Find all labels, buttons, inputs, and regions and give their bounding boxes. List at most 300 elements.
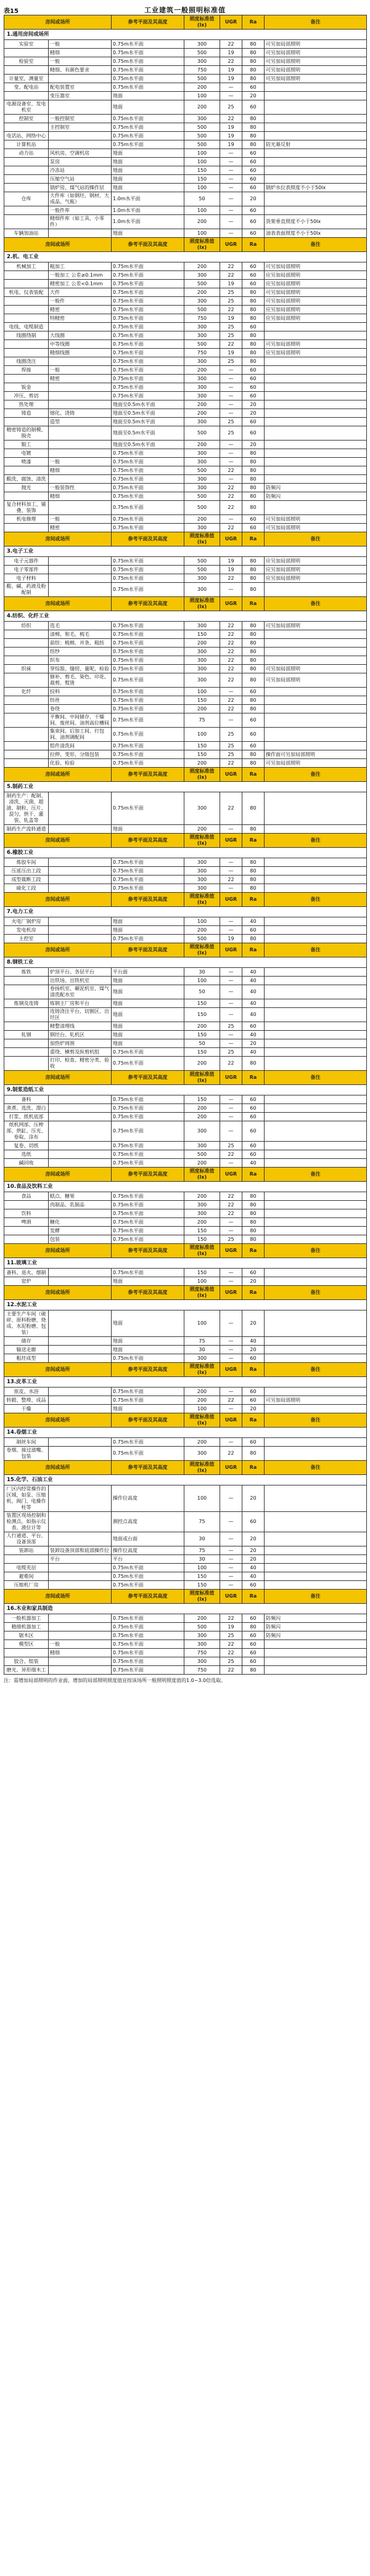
table-cell <box>265 149 367 158</box>
table-cell: — <box>220 1277 242 1286</box>
table-cell: 机械加工 <box>4 262 49 271</box>
table-cell: 20 <box>242 1405 265 1413</box>
table-cell: 0.75m水平面 <box>112 132 184 140</box>
table-cell <box>265 884 367 893</box>
table-cell: 25 <box>220 357 242 366</box>
table-cell: 19 <box>220 566 242 574</box>
table-cell: 0.75m水平面 <box>112 656 184 665</box>
table-cell: 22 <box>220 40 242 49</box>
table-cell: 干燥 <box>4 1405 49 1413</box>
table-cell: 一般加工 公差≥0.1mm <box>49 271 112 280</box>
table-cell: 300 <box>184 1657 220 1666</box>
table-cell <box>265 713 367 728</box>
table-cell: 40 <box>242 1008 265 1022</box>
table-cell: 80 <box>242 66 265 75</box>
table-cell <box>265 466 367 475</box>
table-row <box>4 1614 367 1623</box>
table-row <box>4 92 367 100</box>
table-cell: 300 <box>184 1201 220 1209</box>
table-cell: 酸洗、腐蚀、清洗 <box>4 475 49 484</box>
table-cell: 60 <box>242 713 265 728</box>
table-cell: 一般 <box>49 1640 112 1649</box>
table-cell: — <box>220 884 242 893</box>
table-cell: 60 <box>242 175 265 184</box>
table-cell: 0.75m水平面 <box>112 262 184 271</box>
table-row <box>4 926 367 935</box>
table-cell: 0.75m水平面 <box>112 123 184 132</box>
table-row <box>4 1277 367 1286</box>
table-row <box>4 792 367 825</box>
header-cell: Ra <box>242 532 265 546</box>
table-cell: 啤酒 <box>4 1218 49 1227</box>
table-cell: 储存 <box>4 1337 49 1346</box>
table-row <box>4 1649 367 1657</box>
table-row <box>4 1192 367 1201</box>
table-cell: 发电机房 <box>4 926 49 935</box>
table-cell: — <box>220 985 242 999</box>
table-cell: — <box>220 1581 242 1590</box>
table-cell: 0.75m水平面 <box>112 280 184 288</box>
table-row <box>4 83 367 92</box>
column-header-row <box>4 597 367 611</box>
table-cell: 可另加局部照明 <box>265 262 367 271</box>
table-cell: 0.75m水平面 <box>112 867 184 876</box>
table-cell: 80 <box>242 132 265 140</box>
table-cell: — <box>220 1218 242 1227</box>
table-cell: 80 <box>242 622 265 630</box>
table-cell: — <box>220 926 242 935</box>
table-cell: 500 <box>184 75 220 83</box>
header-cell: 备注 <box>265 238 367 252</box>
table-cell: 厂区内经常操作的区域，如泵、压缩机、阀门、电操作柱等 <box>4 1485 49 1512</box>
table-cell: 动力站 <box>4 149 49 158</box>
table-cell: 0.75m水平面 <box>112 1657 184 1666</box>
table-cell: 20 <box>242 1546 265 1555</box>
table-cell: 25 <box>220 1235 242 1244</box>
table-cell <box>265 968 367 977</box>
table-cell: — <box>220 583 242 597</box>
table-cell: 精密 <box>49 524 112 532</box>
table-cell: 75 <box>184 1546 220 1555</box>
header-cell: 备注 <box>265 1286 367 1300</box>
table-cell <box>49 792 112 825</box>
table-row <box>4 1388 367 1396</box>
table-row <box>4 742 367 750</box>
section-title: 2.机、电工业 <box>4 252 367 262</box>
table-cell: 0.75m水平面 <box>112 1564 184 1572</box>
table-cell <box>4 696 49 705</box>
table-cell: 60 <box>242 1142 265 1150</box>
table-cell: 平台 <box>49 1555 112 1564</box>
table-row <box>4 1581 367 1590</box>
section-title: 14.卷烟工业 <box>4 1428 367 1438</box>
table-cell: 火电厂锅炉房 <box>4 917 49 926</box>
table-cell: 计量室，测量室 <box>4 75 49 83</box>
table-cell: 300 <box>184 449 220 458</box>
table-cell: 20 <box>242 1310 265 1337</box>
table-cell: 应另加局部照明 <box>265 566 367 574</box>
table-cell: 1.0m水平面 <box>112 206 184 215</box>
header-cell: 照度标准值(lx) <box>184 15 220 30</box>
table-cell <box>49 1121 112 1142</box>
table-cell: 地面或台面 <box>112 1532 184 1546</box>
table-cell: 0.75m水平面 <box>112 314 184 323</box>
header-cell: UGR <box>220 597 242 611</box>
table-row <box>4 400 367 409</box>
table-cell: 80 <box>242 492 265 501</box>
table-cell <box>265 501 367 515</box>
table-cell <box>4 742 49 750</box>
table-cell <box>49 1623 112 1631</box>
table-cell: 100 <box>184 1564 220 1572</box>
table-cell <box>4 418 49 426</box>
table-cell <box>4 977 49 985</box>
table-cell: 60 <box>242 1121 265 1142</box>
table-row <box>4 1512 367 1532</box>
header-place: 房间或场所 <box>4 238 112 252</box>
table-cell: 糕点、糖果 <box>49 1192 112 1201</box>
table-row <box>4 1447 367 1461</box>
table-row <box>4 750 367 759</box>
table-cell: 可另加局部照明 <box>265 673 367 688</box>
header-cell: UGR <box>220 1461 242 1475</box>
table-cell: 200 <box>184 926 220 935</box>
table-cell: 25 <box>220 750 242 759</box>
table-cell <box>4 340 49 349</box>
header-place: 房间或场所 <box>4 1071 112 1085</box>
table-cell: 地面 <box>112 149 184 158</box>
table-cell: 22 <box>220 306 242 314</box>
table-cell: 电子零部件 <box>4 566 49 574</box>
section-row <box>4 546 367 557</box>
column-header-row <box>4 1413 367 1428</box>
table-cell: 20 <box>242 441 265 449</box>
table-row <box>4 1218 367 1227</box>
table-row <box>4 1150 367 1159</box>
header-cell: 备注 <box>265 768 367 782</box>
table-cell: 平台面 <box>112 968 184 977</box>
table-cell <box>49 1631 112 1640</box>
table-cell: 大线圈 <box>49 331 112 340</box>
table-cell: 22 <box>220 665 242 673</box>
table-cell: 粗坯成型 <box>4 1354 49 1363</box>
table-cell: 80 <box>242 648 265 656</box>
table-cell: 100 <box>184 92 220 100</box>
table-cell: 配电装置室 <box>49 83 112 92</box>
table-cell: — <box>220 1485 242 1512</box>
header-cell: 参考平面及其高度 <box>112 1168 184 1182</box>
table-cell: 地面 <box>112 158 184 166</box>
table-cell: 60 <box>242 215 265 229</box>
table-cell: 75 <box>184 1337 220 1346</box>
table-cell: 750 <box>184 66 220 75</box>
table-row <box>4 366 367 375</box>
table-cell <box>4 1039 49 1048</box>
table-cell <box>4 1227 49 1235</box>
header-place: 房间或场所 <box>4 834 112 848</box>
table-row <box>4 759 367 768</box>
table-cell <box>49 1447 112 1461</box>
header-cell: 备注 <box>265 1168 367 1182</box>
table-cell: 100 <box>184 206 220 215</box>
column-header-row <box>4 1286 367 1300</box>
table-row <box>4 75 367 83</box>
table-cell <box>265 92 367 100</box>
table-cell <box>49 1142 112 1150</box>
table-cell: 蒸煮、选洗、漂白 <box>4 1104 49 1113</box>
table-cell: 80 <box>242 49 265 57</box>
table-cell <box>4 466 49 475</box>
table-cell: — <box>220 1031 242 1039</box>
table-cell <box>265 166 367 175</box>
table-cell: 100 <box>184 977 220 985</box>
table-cell <box>265 648 367 656</box>
table-cell: 22 <box>220 1150 242 1159</box>
table-cell: 80 <box>242 306 265 314</box>
table-cell <box>265 1310 367 1337</box>
table-cell: 100 <box>184 1485 220 1512</box>
section-title: 6.橡胶工业 <box>4 848 367 858</box>
table-cell: 0.75m水平面 <box>112 323 184 331</box>
table-cell <box>4 49 49 57</box>
table-row <box>4 229 367 238</box>
table-cell: 60 <box>242 158 265 166</box>
table-cell <box>265 935 367 943</box>
section-title: 1.通用房间或场所 <box>4 30 367 40</box>
table-cell: 地面 <box>112 1022 184 1031</box>
table-cell: 磨光、异形细木工 <box>4 1666 49 1675</box>
section-title: 16.木业和家具制造 <box>4 1604 367 1614</box>
table-cell: 0.75m水平面 <box>112 1227 184 1235</box>
table-cell <box>49 501 112 515</box>
table-row <box>4 935 367 943</box>
table-cell: 电镀 <box>4 449 49 458</box>
table-cell: 0.75m水平面 <box>112 449 184 458</box>
table-cell <box>265 1438 367 1447</box>
table-row <box>4 1564 367 1572</box>
table-cell <box>265 115 367 123</box>
table-cell: 修补、剪毛、染色、印花、裁剪、熨烫 <box>49 673 112 688</box>
table-cell: 500 <box>184 140 220 149</box>
table-cell: — <box>220 475 242 484</box>
table-cell: 25 <box>220 1657 242 1666</box>
table-cell: 可另加局部照明 <box>265 622 367 630</box>
table-cell: 电子元器件 <box>4 557 49 566</box>
table-cell: 22 <box>220 466 242 475</box>
table-cell: 0.75m水平面 <box>112 1209 184 1218</box>
header-cell: UGR <box>220 834 242 848</box>
table-cell: — <box>220 400 242 409</box>
table-row <box>4 705 367 713</box>
table-cell: 地面 <box>112 1337 184 1346</box>
table-row <box>4 1227 367 1235</box>
table-cell: 精密铸造的制模、脱壳 <box>4 426 49 441</box>
table-cell: 19 <box>220 349 242 357</box>
table-cell: 锅炉水位表照度不小于50lx <box>265 184 367 192</box>
table-cell <box>49 475 112 484</box>
table-cell <box>265 100 367 115</box>
table-cell: 80 <box>242 1218 265 1227</box>
header-cell: 照度标准值(lx) <box>184 834 220 848</box>
table-cell: 精整清理线 <box>49 1022 112 1031</box>
table-cell: 80 <box>242 458 265 466</box>
table-cell: 纺纱 <box>49 648 112 656</box>
table-cell: 150 <box>184 1008 220 1022</box>
table-cell: 60 <box>242 1631 265 1640</box>
table-cell: 重绕、横剪及纵剪机组 <box>49 1048 112 1057</box>
table-cell: 地面 <box>112 917 184 926</box>
table-cell: 成型裁断工段 <box>4 876 49 884</box>
header-place: 房间或场所 <box>4 1363 112 1377</box>
table-cell: 0.75m水平面 <box>112 1121 184 1142</box>
table-cell: 20 <box>242 192 265 206</box>
table-cell: 炉顶平台、各层平台 <box>49 968 112 977</box>
table-cell: 200 <box>184 366 220 375</box>
table-cell: 60 <box>242 1581 265 1590</box>
table-cell: 300 <box>184 622 220 630</box>
section-title: 13.皮革工业 <box>4 1377 367 1388</box>
table-cell: 0.75m水平面 <box>112 1235 184 1244</box>
table-cell: 地面 <box>112 1405 184 1413</box>
table-cell: 19 <box>220 75 242 83</box>
header-cell: 照度标准值(lx) <box>184 532 220 546</box>
table-cell: 防频闪 <box>265 1623 367 1631</box>
table-cell: 备料 <box>4 1095 49 1104</box>
table-cell <box>49 357 112 366</box>
table-cell: 0.75m水平面 <box>112 1269 184 1277</box>
table-row <box>4 1337 367 1346</box>
table-cell: 500 <box>184 557 220 566</box>
table-cell: 0.75m水平面 <box>112 1159 184 1168</box>
table-cell: 22 <box>220 57 242 66</box>
table-cell <box>265 1666 367 1675</box>
table-cell: 19 <box>220 140 242 149</box>
table-cell <box>265 426 367 441</box>
table-cell: — <box>220 713 242 728</box>
table-cell: 500 <box>184 566 220 574</box>
table-cell <box>265 1405 367 1413</box>
table-cell: 300 <box>184 57 220 66</box>
table-cell: 1.0m水平面 <box>112 215 184 229</box>
table-cell: 150 <box>184 1235 220 1244</box>
table-cell: 60 <box>242 1512 265 1532</box>
table-cell: 20 <box>242 1346 265 1354</box>
table-cell: 电源设备室、发电机室 <box>4 100 49 115</box>
table-cell: 打印、检查、精密分类、验收 <box>49 1057 112 1071</box>
table-cell: — <box>220 458 242 466</box>
table-cell <box>4 166 49 175</box>
table-cell: 300 <box>184 792 220 825</box>
header-cell: 照度标准值(lx) <box>184 893 220 907</box>
table-cell <box>49 926 112 935</box>
table-cell: 地面至0.5m水平面 <box>112 418 184 426</box>
table-cell: 60 <box>242 1657 265 1666</box>
table-row <box>4 458 367 466</box>
table-cell <box>265 1008 367 1022</box>
table-row <box>4 441 367 449</box>
table-cell <box>265 1532 367 1546</box>
table-cell <box>49 557 112 566</box>
table-cell: 地面 <box>112 1277 184 1286</box>
table-cell <box>49 1438 112 1447</box>
table-row <box>4 1235 367 1244</box>
table-cell: 22 <box>220 1396 242 1405</box>
table-cell: 150 <box>184 1572 220 1581</box>
table-row <box>4 184 367 192</box>
table-cell: — <box>220 192 242 206</box>
column-header-row <box>4 532 367 546</box>
table-row <box>4 639 367 648</box>
table-cell: — <box>220 1564 242 1572</box>
table-cell: 30 <box>184 1532 220 1546</box>
table-cell <box>4 1057 49 1071</box>
table-cell: 19 <box>220 935 242 943</box>
table-cell <box>49 1159 112 1168</box>
table-cell: 80 <box>242 1623 265 1631</box>
header-cell: UGR <box>220 1590 242 1604</box>
header-cell: 参考平面及其高度 <box>112 893 184 907</box>
table-cell <box>49 566 112 574</box>
table-row <box>4 449 367 458</box>
header-cell: 参考平面及其高度 <box>112 597 184 611</box>
table-cell: 锻工 <box>4 441 49 449</box>
table-row <box>4 392 367 400</box>
table-cell: 60 <box>242 323 265 331</box>
table-cell: 可另加局部照明 <box>265 524 367 532</box>
table-cell: 300 <box>184 418 220 426</box>
table-cell: 22 <box>220 1649 242 1657</box>
table-cell: 80 <box>242 1209 265 1218</box>
table-cell <box>265 409 367 418</box>
table-cell: 200 <box>184 1218 220 1227</box>
table-cell <box>49 449 112 458</box>
table-cell: 300 <box>184 271 220 280</box>
table-cell: 粗加工 <box>49 262 112 271</box>
table-cell <box>4 524 49 532</box>
table-cell: 100 <box>184 229 220 238</box>
table-cell: 0.75m水平面 <box>112 1572 184 1581</box>
table-cell: 60 <box>242 1649 265 1657</box>
table-cell <box>4 1022 49 1031</box>
table-row <box>4 1048 367 1057</box>
table-cell: 500 <box>184 1623 220 1631</box>
table-cell: 500 <box>184 132 220 140</box>
header-cell: 照度标准值(lx) <box>184 1413 220 1428</box>
header-cell: 照度标准值(lx) <box>184 1590 220 1604</box>
table-cell: 60 <box>242 1438 265 1447</box>
table-cell <box>49 229 112 238</box>
header-cell: UGR <box>220 1071 242 1085</box>
table-row <box>4 1546 367 1555</box>
table-row <box>4 192 367 206</box>
table-row <box>4 215 367 229</box>
table-cell: 20 <box>242 1277 265 1286</box>
table-cell: 60 <box>242 375 265 383</box>
table-cell: 22 <box>220 501 242 515</box>
table-cell: 80 <box>242 656 265 665</box>
table-cell <box>49 1657 112 1666</box>
header-cell: 参考平面及其高度 <box>112 532 184 546</box>
table-cell: 风机房、空调机房 <box>49 149 112 158</box>
table-cell: 80 <box>242 574 265 583</box>
table-cell: 80 <box>242 696 265 705</box>
section-row <box>4 1182 367 1192</box>
table-cell: 0.75m水平面 <box>112 1218 184 1227</box>
table-cell: — <box>220 229 242 238</box>
table-cell: 25 <box>220 418 242 426</box>
table-cell <box>49 876 112 884</box>
table-cell: 100 <box>184 1405 220 1413</box>
